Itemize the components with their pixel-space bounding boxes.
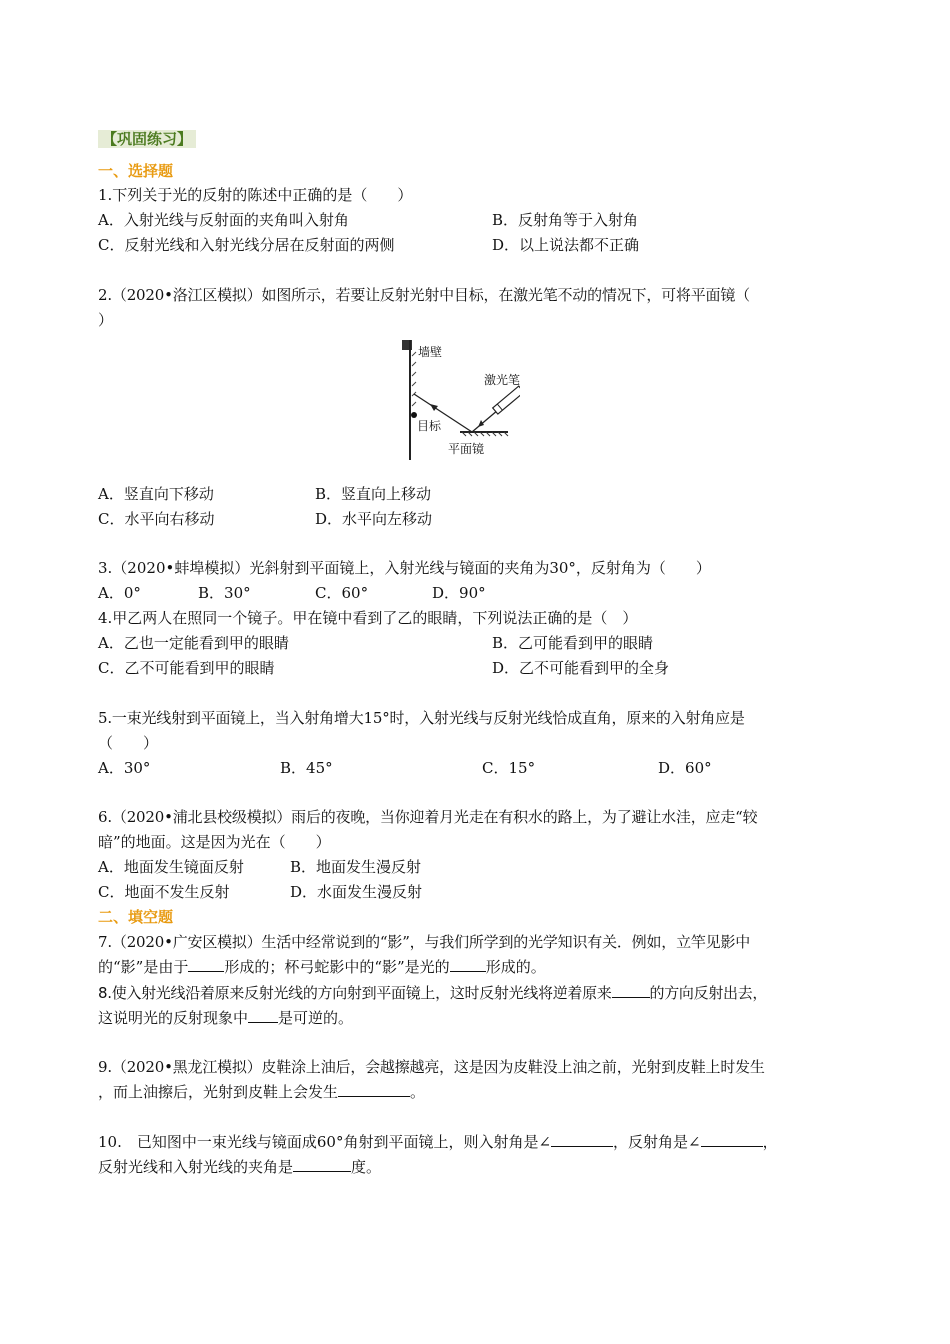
q7-text-a: 的“影”是由于 <box>98 958 189 976</box>
wall-label: 墙壁 <box>418 345 443 359</box>
target-dot <box>411 412 417 418</box>
q2-mirror-figure <box>380 336 520 466</box>
q7-blank-2[interactable] <box>450 957 486 972</box>
q6-option-d: D．水面发生漫反射 <box>290 883 423 901</box>
reflected-ray-arrow <box>430 404 438 411</box>
q10-blank-3[interactable] <box>293 1157 351 1172</box>
q6-option-c: C．地面不发生反射 <box>98 883 230 901</box>
q10-text-b: ，反射角是∠ <box>613 1133 701 1151</box>
q10-blank-2[interactable] <box>701 1132 763 1147</box>
q3-option-a: A．0° <box>98 584 141 602</box>
q1-option-a: A．入射光线与反射面的夹角叫入射角 <box>98 211 349 229</box>
incident-ray-arrow <box>478 420 484 427</box>
q7-line1: 7.（2020•广安区模拟）生活中经常说到的“影”，与我们所学到的光学知识有关．例如，立竿见影中 <box>98 933 751 951</box>
q10-text-c: ， <box>762 1133 778 1151</box>
q9-blank-1[interactable] <box>338 1082 410 1097</box>
q4-option-c: C．乙不可能看到甲的眼睛 <box>98 659 275 677</box>
q8-text-d: 是可逆的。 <box>278 1009 354 1027</box>
q10-line1 <box>98 1131 778 1153</box>
q2-option-b: B．竖直向上移动 <box>315 485 432 503</box>
q1-stem: 1.下列关于光的反射的陈述中正确的是（ ） <box>98 186 413 204</box>
q7-text-b: 形成的；杯弓蛇影中的“影”是光的 <box>224 958 450 976</box>
q3-option-c: C．60° <box>315 584 369 602</box>
q8-text-b: 的方向反射出去， <box>649 984 768 1002</box>
q4-option-b: B．乙可能看到甲的眼睛 <box>492 634 654 652</box>
q8-blank-2[interactable] <box>248 1008 278 1023</box>
q10-blank-1[interactable] <box>551 1132 613 1147</box>
q7-blank-1[interactable] <box>188 957 224 972</box>
q9-line1: 9.（2020•黑龙江模拟）皮鞋涂上油后，会越擦越亮，这是因为皮鞋没上油之前，光射到皮鞋上时发生 <box>98 1058 765 1076</box>
section-choice-heading: 一、选择题 <box>98 162 174 180</box>
mirror-label: 平面镜 <box>448 442 485 456</box>
q5-stem-line1: 5.一束光线射到平面镜上，当入射角增大15°时，入射光线与反射光线恰成直角，原来的入射角应是 <box>98 709 745 727</box>
q7-line2 <box>98 956 546 978</box>
section-fill-heading: 二、填空题 <box>98 908 174 926</box>
q9-line2 <box>98 1081 425 1103</box>
q10-text-e: 度。 <box>351 1158 382 1176</box>
q4-stem: 4.甲乙两人在照同一个镜子。甲在镜中看到了乙的眼睛，下列说法正确的是（ ） <box>98 609 638 627</box>
q6-option-a: A．地面发生镜面反射 <box>98 858 244 876</box>
q9-text-b: 。 <box>410 1083 426 1101</box>
q9-text-a: ，而上油擦后，光射到皮鞋上会发生 <box>98 1083 339 1101</box>
laser-pen <box>493 386 520 414</box>
worksheet-title: 【巩固练习】 <box>98 128 196 150</box>
q1-option-b: B．反射角等于入射角 <box>492 211 639 229</box>
q2-stem-line2: ） <box>98 311 114 329</box>
q8-line2 <box>98 1007 353 1029</box>
q2-option-c: C．水平向右移动 <box>98 510 215 528</box>
q10-text-d: 反射光线和入射光线的夹角是 <box>98 1158 294 1176</box>
q3-option-b: B．30° <box>198 584 251 602</box>
laser-label: 激光笔 <box>484 373 520 387</box>
q5-option-c: C．15° <box>482 759 536 777</box>
q8-blank-1[interactable] <box>612 983 650 998</box>
q10-text-a: 10. 已知图中一束光线与镜面成60°角射到平面镜上，则入射角是∠ <box>98 1133 552 1151</box>
q6-option-b: B．地面发生漫反射 <box>290 858 422 876</box>
incident-ray <box>472 410 498 432</box>
q10-line2 <box>98 1156 381 1178</box>
q2-stem-line1: 2.（2020•洛江区模拟）如图所示，若要让反射光射中目标，在激光笔不动的情况下，可将平面镜（ <box>98 286 750 304</box>
q3-stem: 3.（2020•蚌埠模拟）光斜射到平面镜上，入射光线与镜面的夹角为30°，反射角为（ ） <box>98 559 711 577</box>
q4-option-d: D．乙不可能看到甲的全身 <box>492 659 670 677</box>
q5-stem-line2: （ ） <box>98 734 159 752</box>
q8-text-a: 8.使入射光线沿着原来反射光线的方向射到平面镜上，这时反射光线将逆着原来 <box>98 984 612 1002</box>
q8-line1 <box>98 982 767 1004</box>
wall-hatching <box>412 352 416 406</box>
q2-option-a: A．竖直向下移动 <box>98 485 214 503</box>
q2-option-d: D．水平向左移动 <box>315 510 433 528</box>
q5-option-d: D．60° <box>658 759 712 777</box>
q7-text-c: 形成的。 <box>485 958 546 976</box>
q8-text-c: 这说明光的反射现象中 <box>98 1009 249 1027</box>
q3-option-d: D．90° <box>432 584 486 602</box>
q1-option-d: D．以上说法都不正确 <box>492 236 640 254</box>
q5-option-a: A．30° <box>98 759 151 777</box>
q5-option-b: B．45° <box>280 759 333 777</box>
target-label: 目标 <box>417 419 442 433</box>
q4-option-a: A．乙也一定能看到甲的眼睛 <box>98 634 289 652</box>
q1-option-c: C．反射光线和入射光线分居在反射面的两侧 <box>98 236 395 254</box>
q6-stem-line2: 暗”的地面。这是因为光在（ ） <box>98 833 331 851</box>
q6-stem-line1: 6.（2020•浦北县校级模拟）雨后的夜晚，当你迎着月光走在有积水的路上，为了避让水洼，应走“较 <box>98 808 758 826</box>
